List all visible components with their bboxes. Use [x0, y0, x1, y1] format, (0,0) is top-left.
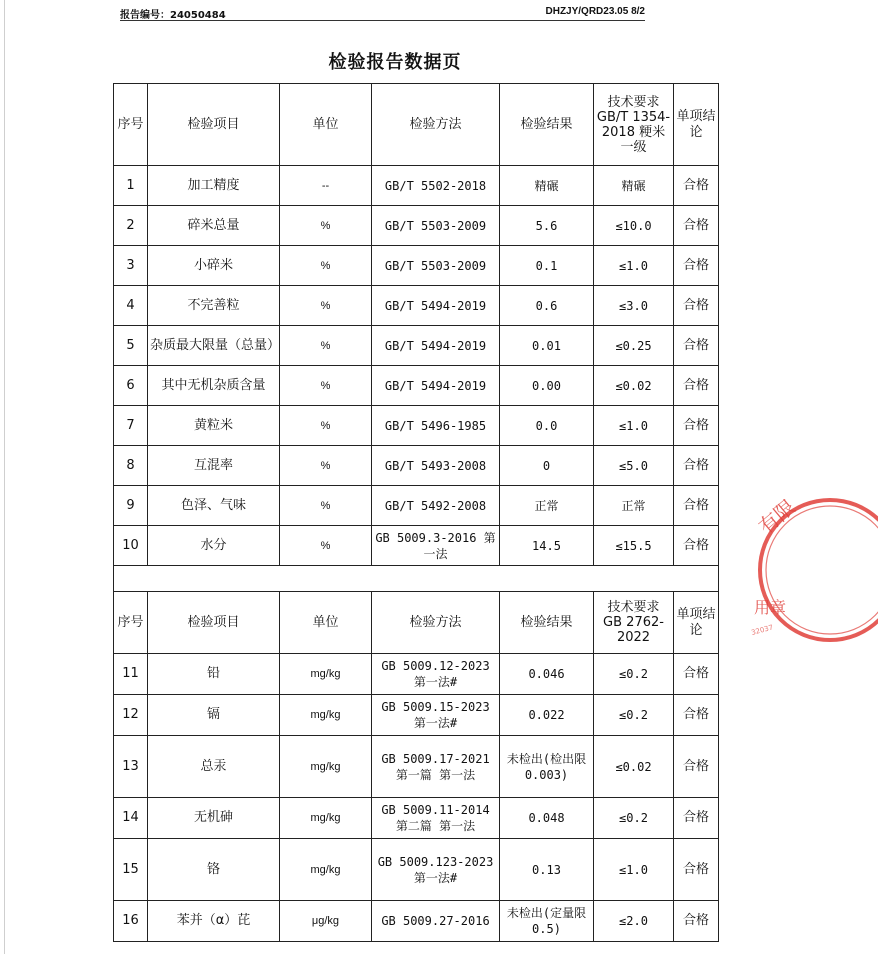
table-row [114, 206, 719, 246]
document-code: DHZJY/QRD23.05 8/2 [545, 6, 645, 17]
seq-cell: 15 [114, 839, 148, 901]
svg-text:用章: 用章 [754, 598, 787, 617]
conclusion-cell: 合格 [674, 736, 719, 798]
conclusion-cell: 合格 [674, 654, 719, 695]
result-cell: 0.048 [500, 798, 594, 839]
page-title: 检验报告数据页 [328, 52, 462, 73]
table-row [114, 446, 719, 486]
item-cell: 无机砷 [148, 798, 280, 839]
method-cell: GB 5009.123-2023 第一法# [372, 839, 500, 901]
requirement-cell: ≤0.2 [594, 654, 674, 695]
official-seal [748, 495, 878, 645]
unit-cell: mg/kg [280, 839, 372, 901]
header-conclusion-cell: 单项结论 [674, 84, 719, 166]
conclusion-cell: 合格 [674, 166, 719, 206]
seq-cell: 6 [114, 366, 148, 406]
table-spacer-row [114, 566, 719, 592]
table-header-row [114, 84, 719, 166]
requirement-cell: 正常 [594, 486, 674, 526]
method-cell: GB 5009.11-2014 第二篇 第一法 [372, 798, 500, 839]
seq-cell: 5 [114, 326, 148, 366]
data-table [113, 83, 719, 942]
requirement-cell: ≤3.0 [594, 286, 674, 326]
conclusion-cell: 合格 [674, 326, 719, 366]
requirement-cell: ≤1.0 [594, 839, 674, 901]
result-cell: 未检出(定量限 0.5) [500, 901, 594, 942]
method-cell: GB 5009.12-2023 第一法# [372, 654, 500, 695]
requirement-cell: ≤0.25 [594, 326, 674, 366]
result-cell: 0.00 [500, 366, 594, 406]
table-row [114, 654, 719, 695]
result-cell: 0.1 [500, 246, 594, 286]
requirement-cell: ≤10.0 [594, 206, 674, 246]
unit-cell: % [280, 366, 372, 406]
conclusion-cell: 合格 [674, 286, 719, 326]
spacer-cell [114, 566, 719, 592]
unit-cell: mg/kg [280, 798, 372, 839]
unit-cell: % [280, 246, 372, 286]
requirement-cell: ≤15.5 [594, 526, 674, 566]
header-unit-cell: 单位 [280, 592, 372, 654]
requirement-cell: ≤1.0 [594, 246, 674, 286]
item-cell: 水分 [148, 526, 280, 566]
header-seq-cell: 序号 [114, 84, 148, 166]
conclusion-cell: 合格 [674, 526, 719, 566]
unit-cell: mg/kg [280, 654, 372, 695]
conclusion-cell: 合格 [674, 366, 719, 406]
requirement-cell: ≤0.02 [594, 736, 674, 798]
unit-cell: mg/kg [280, 736, 372, 798]
report-number: 报告编号：24050484 [120, 10, 226, 21]
unit-cell: % [280, 406, 372, 446]
header-requirement-cell: 技术要求 GB 2762-2022 [594, 592, 674, 654]
unit-cell: mg/kg [280, 695, 372, 736]
conclusion-cell: 合格 [674, 695, 719, 736]
table-row [114, 839, 719, 901]
seq-cell: 4 [114, 286, 148, 326]
unit-cell: % [280, 486, 372, 526]
header-seq-cell: 序号 [114, 592, 148, 654]
conclusion-cell: 合格 [674, 246, 719, 286]
seq-cell: 3 [114, 246, 148, 286]
header-unit-cell: 单位 [280, 84, 372, 166]
result-cell: 正常 [500, 486, 594, 526]
unit-cell: μg/kg [280, 901, 372, 942]
method-cell: GB/T 5496-1985 [372, 406, 500, 446]
unit-cell: % [280, 206, 372, 246]
header-item-cell: 检验项目 [148, 592, 280, 654]
seq-cell: 8 [114, 446, 148, 486]
table-row [114, 901, 719, 942]
requirement-cell: 精碾 [594, 166, 674, 206]
svg-text:32037: 32037 [750, 623, 775, 637]
conclusion-cell: 合格 [674, 206, 719, 246]
result-cell: 0.01 [500, 326, 594, 366]
result-cell: 0.6 [500, 286, 594, 326]
item-cell: 苯并（α）芘 [148, 901, 280, 942]
method-cell: GB/T 5492-2008 [372, 486, 500, 526]
method-cell: GB/T 5494-2019 [372, 366, 500, 406]
unit-cell: -- [280, 166, 372, 206]
header-result-cell: 检验结果 [500, 84, 594, 166]
header-method-cell: 检验方法 [372, 84, 500, 166]
conclusion-cell: 合格 [674, 839, 719, 901]
result-cell: 0.022 [500, 695, 594, 736]
requirement-cell: ≤0.2 [594, 798, 674, 839]
header-method-cell: 检验方法 [372, 592, 500, 654]
item-cell: 其中无机杂质含量 [148, 366, 280, 406]
method-cell: GB 5009.17-2021 第一篇 第一法 [372, 736, 500, 798]
table-row [114, 798, 719, 839]
item-cell: 碎米总量 [148, 206, 280, 246]
requirement-cell: ≤2.0 [594, 901, 674, 942]
method-cell: GB/T 5494-2019 [372, 286, 500, 326]
seq-cell: 7 [114, 406, 148, 446]
table-row [114, 695, 719, 736]
item-cell: 铅 [148, 654, 280, 695]
item-cell: 互混率 [148, 446, 280, 486]
header-requirement-cell: 技术要求 GB/T 1354-2018 粳米一级 [594, 84, 674, 166]
table-row [114, 526, 719, 566]
unit-cell: % [280, 286, 372, 326]
item-cell: 铬 [148, 839, 280, 901]
seq-cell: 12 [114, 695, 148, 736]
seq-cell: 13 [114, 736, 148, 798]
result-cell: 精碾 [500, 166, 594, 206]
seq-cell: 14 [114, 798, 148, 839]
method-cell: GB/T 5502-2018 [372, 166, 500, 206]
table-row [114, 326, 719, 366]
method-cell: GB 5009.27-2016 [372, 901, 500, 942]
header-conclusion-cell: 单项结论 [674, 592, 719, 654]
table-row [114, 406, 719, 446]
unit-cell: % [280, 526, 372, 566]
conclusion-cell: 合格 [674, 901, 719, 942]
method-cell: GB 5009.3-2016 第一法 [372, 526, 500, 566]
table-row [114, 246, 719, 286]
unit-cell: % [280, 326, 372, 366]
page-edge [4, 0, 5, 954]
table-row [114, 736, 719, 798]
method-cell: GB/T 5493-2008 [372, 446, 500, 486]
conclusion-cell: 合格 [674, 446, 719, 486]
item-cell: 色泽、气味 [148, 486, 280, 526]
header-result-cell: 检验结果 [500, 592, 594, 654]
seq-cell: 2 [114, 206, 148, 246]
requirement-cell: ≤1.0 [594, 406, 674, 446]
method-cell: GB/T 5503-2009 [372, 206, 500, 246]
result-cell: 5.6 [500, 206, 594, 246]
item-cell: 镉 [148, 695, 280, 736]
conclusion-cell: 合格 [674, 406, 719, 446]
item-cell: 杂质最大限量（总量） [148, 326, 280, 366]
requirement-cell: ≤5.0 [594, 446, 674, 486]
item-cell: 加工精度 [148, 166, 280, 206]
seq-cell: 10 [114, 526, 148, 566]
conclusion-cell: 合格 [674, 486, 719, 526]
conclusion-cell: 合格 [674, 798, 719, 839]
result-cell: 14.5 [500, 526, 594, 566]
result-cell: 未检出(检出限 0.003) [500, 736, 594, 798]
method-cell: GB/T 5503-2009 [372, 246, 500, 286]
seq-cell: 1 [114, 166, 148, 206]
svg-text:有限: 有限 [753, 494, 800, 539]
seq-cell: 16 [114, 901, 148, 942]
result-cell: 0.046 [500, 654, 594, 695]
report-header [120, 5, 645, 21]
table-row [114, 486, 719, 526]
table-row [114, 166, 719, 206]
header-item-cell: 检验项目 [148, 84, 280, 166]
table-row [114, 366, 719, 406]
item-cell: 黄粒米 [148, 406, 280, 446]
seq-cell: 9 [114, 486, 148, 526]
table-row [114, 286, 719, 326]
item-cell: 总汞 [148, 736, 280, 798]
item-cell: 不完善粒 [148, 286, 280, 326]
table-header-row [114, 592, 719, 654]
result-cell: 0.13 [500, 839, 594, 901]
result-cell: 0 [500, 446, 594, 486]
requirement-cell: ≤0.2 [594, 695, 674, 736]
requirement-cell: ≤0.02 [594, 366, 674, 406]
item-cell: 小碎米 [148, 246, 280, 286]
unit-cell: % [280, 446, 372, 486]
method-cell: GB 5009.15-2023 第一法# [372, 695, 500, 736]
result-cell: 0.0 [500, 406, 594, 446]
seq-cell: 11 [114, 654, 148, 695]
method-cell: GB/T 5494-2019 [372, 326, 500, 366]
